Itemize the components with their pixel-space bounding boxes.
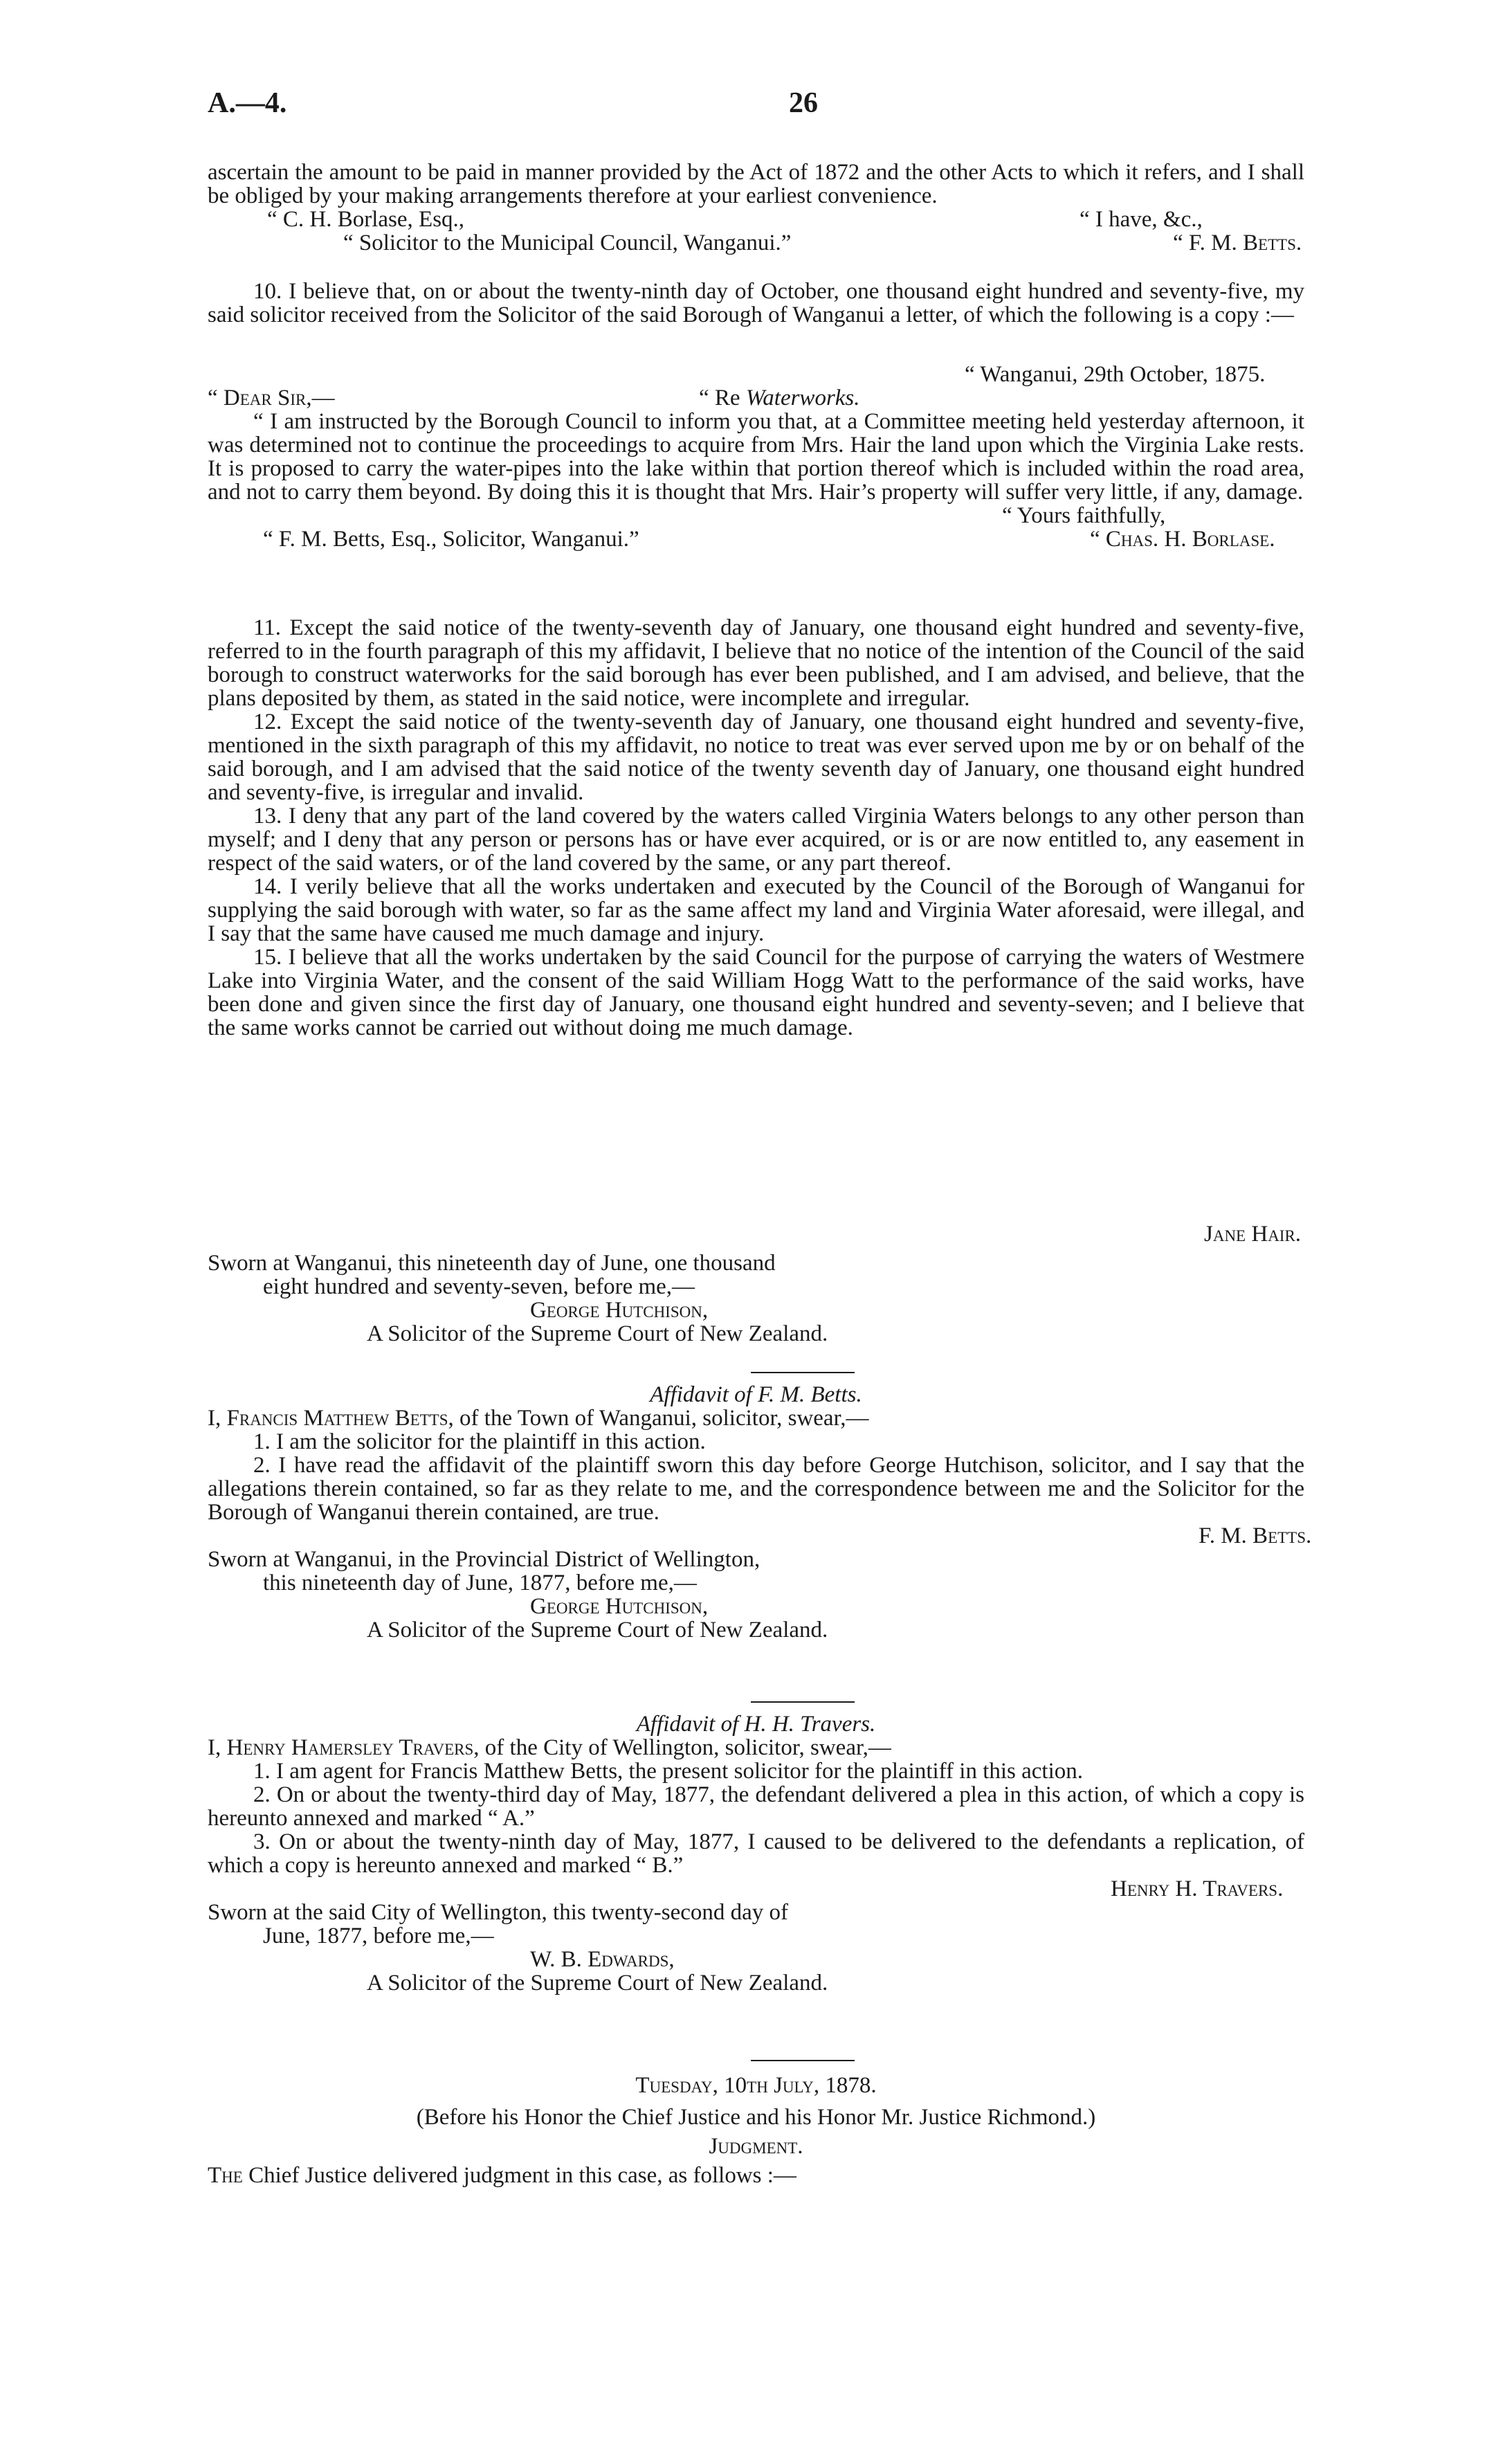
affidavit-travers-heading: Affidavit of H. H. Travers. [636, 1712, 876, 1737]
letter2-subject-prefix: “ Re [699, 386, 740, 410]
section-divider [751, 1701, 855, 1703]
paragraphs-11-15 [208, 616, 1304, 1040]
letter1-line2 [208, 231, 1304, 255]
affidavit-travers-item-3: 3. On or about the twenty-ninth day of May, 1877, I caused to be delivered to the defendants a replication, of which a copy is hereunto annexed and marked “ B.” [208, 1829, 1304, 1878]
affidavit-travers-signature: Henry H. Travers. [1111, 1876, 1284, 1901]
affidavit1-jurat-line1: Sworn at Wanganui, this nineteenth day of June, one thousand [208, 1251, 776, 1276]
affidavit1-jurat [208, 1222, 1304, 1346]
affidavit-betts [208, 1382, 1312, 1642]
intro-block [208, 161, 1304, 255]
letter2-closing-row [208, 504, 1304, 527]
letter1-to-name: “ C. H. Borlase, Esq., [267, 207, 465, 232]
judgment-text: Chief Justice delivered judgment in this case, as follows :— [248, 2163, 796, 2188]
affidavit-betts-jurat-line1: Sworn at Wanganui, in the Provincial District of Wellington, [208, 1547, 760, 1572]
affidavit-travers-deponent-name: Henry Hamersley Travers, [226, 1735, 480, 1760]
affidavit-travers-jurat-line2: June, 1877, before me,— [263, 1923, 494, 1948]
letter2-signature-row [208, 527, 1304, 551]
affidavit1-signature: Jane Hair. [1204, 1222, 1302, 1247]
affidavit-travers-witness-name: W. B. Edwards, [530, 1947, 675, 1972]
affidavit-travers-item-1: 1. I am agent for Francis Matthew Betts, the present solicitor for the plaintiff in this action. [253, 1759, 1084, 1784]
letter2-signature: “ Chas. H. Borlase. [1090, 527, 1275, 552]
judgment-lead-word: The [208, 2163, 243, 2188]
section-divider [751, 2060, 855, 2061]
section-divider [751, 1372, 855, 1373]
letter1-signature: “ F. M. Betts. [1173, 230, 1302, 255]
document-reference: A.—4. [208, 87, 287, 119]
judgment-date: Tuesday, 10th July, 1878. [635, 2073, 877, 2098]
paragraph-10: 10. I believe that, on or about the twenty-ninth day of October, one thousand eight hundred and seventy-five, my said solicitor received from the Solicitor of the said Borough of Wanganui a letter, of which the following is a copy :— [208, 279, 1304, 327]
letter2-block [208, 363, 1304, 551]
affidavit1-signature-row [208, 1222, 1304, 1246]
paragraph-11: 11. Except the said notice of the twenty-seventh day of January, one thousand eight hundred and seventy-five, referred to in the fourth paragraph of this my affidavit, I believe that no notice of the intention of the Council of the said borough to construct waterworks for the said borough has ever been published, and I am advised, and believe, that the plans deposited by them, as stated in the said notice, were incomplete and irregular. [208, 615, 1304, 711]
affidavit-betts-jurat-line2: this nineteenth day of June, 1877, before me,— [263, 1571, 697, 1595]
affidavit-betts-deponent-rest: of the Town of Wanganui, solicitor, swear,— [459, 1406, 869, 1431]
paragraph-12: 12. Except the said notice of the twenty-seventh day of January, one thousand eight hundred and seventy-five, mentioned in the sixth paragraph of this my affidavit, no notice to treat was ever served upon me by or on behalf of the said borough, and I am advised that the said notice of the twenty seventh day of January, one thousand eight hundred and seventy-five, is irregular and invalid. [208, 709, 1304, 805]
affidavit-betts-witness-name: George Hutchison, [530, 1594, 709, 1619]
affidavit-betts-item-2: 2. I have read the affidavit of the plaintiff sworn this day before George Hutchison, solicitor, and I say that the allegations therein contained, so far as they relate to me, and the correspondence between me and the Solicitor for the Borough of Wanganui therein contained, are true. [208, 1453, 1304, 1525]
letter2-salutation: “ Dear Sir,— [208, 386, 335, 410]
affidavit-travers [208, 1712, 1304, 1995]
affidavit1-jurat-line2: eight hundred and seventy-seven, before me,— [263, 1274, 695, 1299]
judgment-section [208, 2074, 1304, 2187]
affidavit-betts-deponent-name: Francis Matthew Betts, [226, 1406, 454, 1431]
letter2-addressee: “ F. M. Betts, Esq., Solicitor, Wanganui.” [263, 527, 639, 552]
paragraph-14: 14. I verily believe that all the works undertaken and executed by the Council of the Borough of Wanganui for supplying the said borough with water, so far as the same affect my land and Virginia Water aforesaid, were illegal, and I say that the same have caused me much damage and injury. [208, 874, 1304, 946]
affidavit-travers-deponent-rest: of the City of Wellington, solicitor, swear,— [484, 1735, 891, 1760]
letter1-to-title: “ Solicitor to the Municipal Council, Wanganui.” [343, 230, 792, 255]
letter2-subject: Waterworks. [745, 386, 860, 410]
affidavit-betts-heading: Affidavit of F. M. Betts. [650, 1382, 862, 1407]
letter1-closing: “ I have, &c., [1080, 207, 1203, 232]
page-number: 26 [789, 87, 818, 119]
paragraph-intro: ascertain the amount to be paid in manner provided by the Act of 1872 and the other Acts to which it refers, and I shall be obliged by your making arrangements therefore at your earliest convenience. [208, 160, 1304, 208]
affidavit1-witness-name: George Hutchison, [530, 1298, 709, 1323]
letter2-closing: “ Yours faithfully, [1002, 503, 1166, 528]
paragraph-13: 13. I deny that any part of the land covered by the waters called Virginia Waters belongs to any other person than myself; and I deny that any person or persons has or have ever acquired, or is or are now entitled to, any easement in respect of the said waters, or of the land covered by the same, or any part thereof. [208, 804, 1304, 876]
affidavit-travers-witness-title: A Solicitor of the Supreme Court of New Zealand. [367, 1971, 828, 1995]
affidavit-travers-jurat-line1: Sworn at the said City of Wellington, this twenty-second day of [208, 1900, 789, 1925]
judgment-heading: Judgment. [709, 2134, 803, 2159]
letter1-line1 [208, 208, 1304, 231]
letter2-body: “ I am instructed by the Borough Council to inform you that, at a Committee meeting held yesterday afternoon, it was determined not to continue the proceedings to acquire from Mrs. Hair the land upon which the Virginia Lake rests. It is proposed to carry the water-pipes into the lake within that portion thereof which is included within the road area, and not to carry them beyond. By doing this it is thought that Mrs. Hair’s property will suffer very little, if any, damage. [208, 409, 1304, 505]
affidavit-betts-deponent-prefix: I, [208, 1406, 221, 1431]
affidavit-travers-item-2: 2. On or about the twenty-third day of May, 1877, the defendant delivered a plea in this action, of which a copy is hereunto annexed and marked “ A.” [208, 1782, 1304, 1831]
affidavit-betts-witness-title: A Solicitor of the Supreme Court of New Zealand. [367, 1618, 828, 1642]
letter2-date-row [208, 363, 1304, 386]
affidavit1-witness-title: A Solicitor of the Supreme Court of New Zealand. [367, 1321, 828, 1346]
affidavit-travers-deponent-prefix: I, [208, 1735, 221, 1760]
letter2-salutation-row [208, 386, 1304, 410]
paragraph-15: 15. I believe that all the works undertaken by the said Council for the purpose of carrying the waters of Westmere Lake into Virginia Water, and the consent of the said William Hogg Watt to the performance of the said works, have been done and given since the first day of January, one thousand eight hundred and seventy-seven; and I believe that the same works cannot be carried out without doing me much damage. [208, 945, 1304, 1040]
affidavit-betts-item-1: 1. I am the solicitor for the plaintiff in this action. [253, 1429, 706, 1454]
paragraph-10-block [208, 280, 1304, 327]
affidavit-betts-signature: F. M. Betts. [1199, 1523, 1312, 1548]
judgment-bench: (Before his Honor the Chief Justice and his Honor Mr. Justice Richmond.) [416, 2105, 1096, 2130]
letter2-place-date: “ Wanganui, 29th October, 1875. [965, 362, 1266, 387]
